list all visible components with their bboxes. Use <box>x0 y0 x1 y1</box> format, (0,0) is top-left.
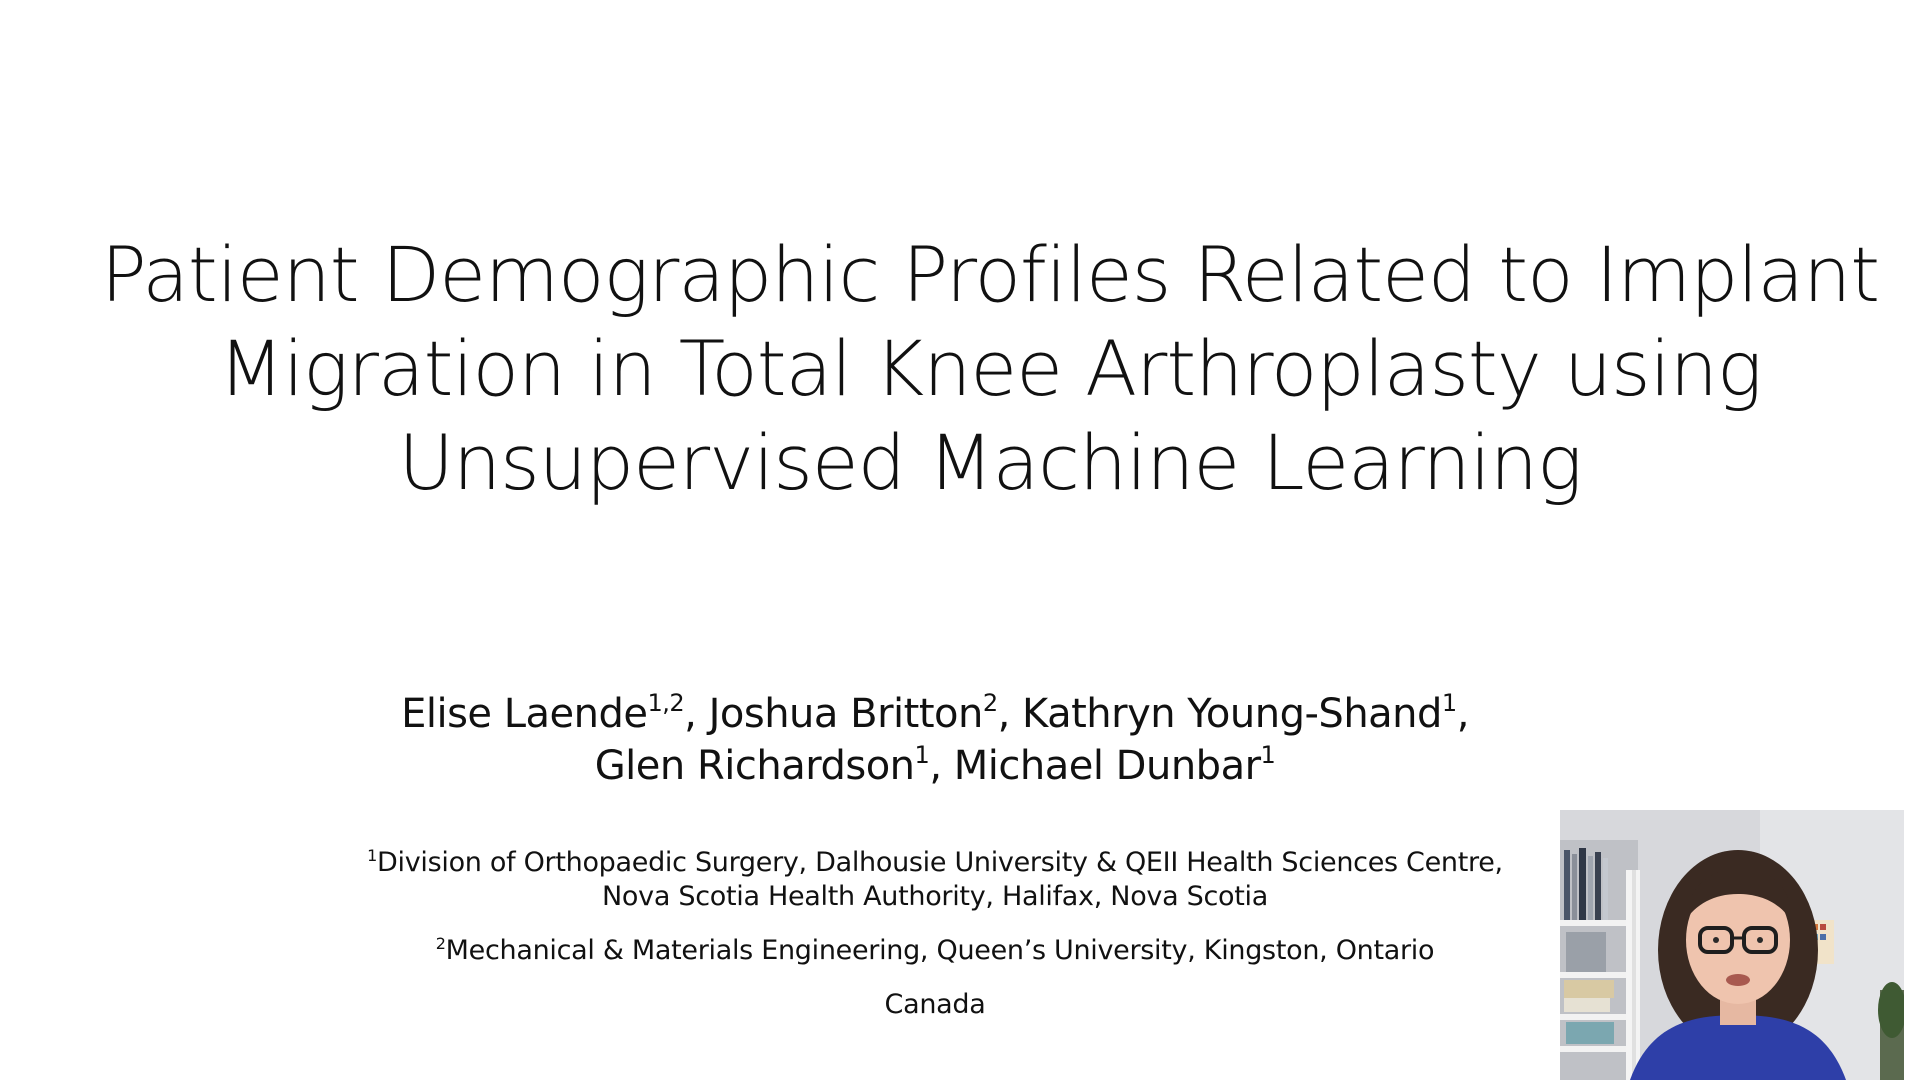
affiliation-mark: 1 <box>367 846 378 865</box>
title-line-3: Unsupervised Machine Learning <box>398 418 1582 507</box>
author-line-1 <box>0 688 1870 740</box>
author-name: Michael Dunbar <box>953 743 1261 789</box>
presenter-video-image <box>1560 810 1904 1080</box>
affiliation-text: Mechanical & Materials Engineering, Queen’s University, Kingston, Ontario <box>445 935 1435 966</box>
author-line-2 <box>0 740 1870 792</box>
affiliation-mark: 2 <box>435 934 446 953</box>
author-affiliation-mark: 1 <box>1260 741 1276 769</box>
author-list <box>0 688 1870 792</box>
author-affiliation-mark: 2 <box>982 689 998 717</box>
author-affiliation-mark: 1 <box>914 741 930 769</box>
author-name: Elise Laende <box>401 691 648 737</box>
slide-title <box>80 228 1900 510</box>
author-separator: , <box>929 743 954 789</box>
author-separator: , <box>684 691 709 737</box>
author-name: Glen Richardson <box>594 743 915 789</box>
affiliation-text: Division of Orthopaedic Surgery, Dalhousie University & QEII Health Sciences Centre, <box>377 847 1503 878</box>
author-affiliation-mark: 1 <box>1441 689 1457 717</box>
author-affiliation-mark: 1,2 <box>647 689 685 717</box>
author-name: Joshua Britton <box>708 691 983 737</box>
author-separator: , <box>997 691 1023 737</box>
presenter-video-feed <box>1560 810 1904 1080</box>
author-separator: , <box>1456 691 1469 737</box>
title-line-1: Patient Demographic Profiles Related to Implant <box>100 230 1880 319</box>
affiliation-text: Nova Scotia Health Authority, Halifax, Nova Scotia <box>602 881 1268 912</box>
author-name: Kathryn Young-Shand <box>1022 691 1442 737</box>
country-label: Canada <box>884 989 986 1020</box>
title-line-2: Migration in Total Knee Arthroplasty using <box>218 324 1762 413</box>
